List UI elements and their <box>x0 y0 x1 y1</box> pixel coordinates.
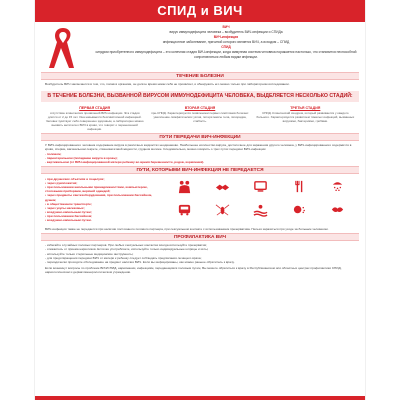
stage-2 <box>150 106 249 131</box>
list-item: - откажитесь от приема наркотиков. Если же употребляете, используйте только индивидуальные шприцы и иглы; <box>45 247 209 252</box>
stage-2-name: ВТОРАЯ СТАДИЯ <box>184 106 216 111</box>
stage-2-text: пре-СПИД. Характеризуется появлением первых симптомов болезни: увеличение лимфатических узлов, потеря массы тела, лихорадка, слабость. <box>151 111 249 124</box>
prevention-block <box>35 241 365 276</box>
stage-1-name: ПЕРВАЯ СТАДИЯ <box>79 106 111 111</box>
course-title: ТЕЧЕНИЕ БОЛЕЗНИ <box>41 72 359 80</box>
transmission-way-3: - вертикальном (от ВИЧ-инфицированной матери ребенку во время беременности, родов, кормления). <box>45 159 205 164</box>
prevention-note: Если возникнут вопросы по проблеме ВИЧ/СПИД, наркомании, инфекциям, передающимся половым путем, Вы можете обратиться к врачу в Республиканском или областных центрах профилактики СПИД, наркологическом и дерматовенерологическом учреждении. <box>45 266 342 275</box>
intro-def-infection: инфекционное заболевание, причиной которого является ВИЧ, а исходом – СПИД <box>162 39 290 44</box>
intro-def-hiv: вирус иммунодефицита человека – возбудитель ВИЧ-инфекции и СПИДа <box>169 29 283 34</box>
not-transmitted-list <box>45 177 163 222</box>
intro-block <box>35 22 365 72</box>
list-item: • в общественном транспорте; <box>45 201 92 206</box>
not-transmitted-note: ВИЧ-инфекция также не передается при наличии постоянного полового партнера, при сексуальном контакте с использованием презерватива. Нельзя заразиться при уходе за больным человеком. <box>45 227 329 232</box>
bus-icon <box>167 202 201 217</box>
not-transmitted-title: ПУТИ, КОТОРЫМИ ВИЧ-ИНФЕКЦИЯ НЕ ПЕРЕДАЕТСЯ <box>41 166 359 174</box>
list-item: - периодически проходите обследование на предмет наличия ВИЧ. Если вы инфицированы, как можно раньше обратитесь к врачу. <box>45 260 235 265</box>
transmission-block <box>35 141 365 166</box>
mosquito-icon <box>205 202 239 217</box>
list-item: • при пользовании бассейном; <box>45 213 93 218</box>
list-item: • при пользовании школьными принадлежностями, компьютером, <box>45 185 148 190</box>
list-item: - используйте только стерильные медицинские инструменты; <box>45 251 134 256</box>
transmission-way-1: - половом; <box>45 151 62 156</box>
stages-row <box>35 102 365 133</box>
list-item: - для предотвращения передачи ВИЧ от матери к ребенку следует соблюдать предписания лечащего врача; <box>45 255 202 260</box>
stage-1-text: отсутствие клинических проявлений ВИЧ-инфекции. Эта стадия длится от 2 до 15 лет. Она называется бессимптомной инфекцией. Человек чувствует себя совершенно здоровым, а лабораторно можно выявить антитела к ВИЧ в крови, что говорит о перенесенной инфекции. <box>45 111 144 132</box>
pool-icon <box>244 202 278 217</box>
stage-3-text: СПИД. Клинический синдром, который развивается у каждого больного. Характеризуется развитием тяжелых инфекций, вызванных вирусами, бактериями, грибами. <box>256 111 355 124</box>
intro-term-infection: ВИЧ-инфекция <box>213 35 239 40</box>
hug-icon <box>167 179 201 194</box>
stage-3 <box>256 106 355 131</box>
list-item: • через рукопожатия; <box>45 181 78 186</box>
list-item: • через предметы сантехоборудования, при пользовании бассейном, душем; <box>45 193 153 202</box>
intro-term-hiv: ВИЧ <box>222 25 230 29</box>
list-item: • воздушно-капельным путем; <box>45 209 92 214</box>
list-item: • при дружеских объятиях и поцелуях; <box>45 177 105 182</box>
transmission-text: У ВИЧ-инфицированного человека содержание вируса в различных жидкостях неодинаково. Наибольшее количество вируса, достаточное для заражения другого человека, у ВИЧ-инфицированного содержится в крови, сперме, вагинальном секрете, спинномозговой жидкости, грудном молоке. Следовательно, можно говорить о трех путях передачи ВИЧ-инфекции: <box>45 143 352 152</box>
list-item: - избегайте случайных половых партнеров. При любых сексуальных контактах всегда используйте презерватив; <box>45 243 207 248</box>
computer-icon <box>244 179 278 194</box>
icon-grid <box>167 177 355 222</box>
prevention-title: ПРОФИЛАКТИКА ВИЧ <box>41 233 359 241</box>
shower-icon <box>321 179 355 194</box>
stage-1 <box>45 106 144 131</box>
transmission-way-2: - парентеральном (попадание вируса в кровь); <box>45 155 118 160</box>
handshake-icon <box>205 179 239 194</box>
poster <box>34 0 366 400</box>
stage-3-name: ТРЕТЬЯ СТАДИЯ <box>290 106 321 111</box>
cutlery-icon <box>282 179 316 194</box>
course-text: Возбудитель ВИЧ заключается в том, что, попав в организм, он долгое время никак себя не проявляет, и обнаружить его можно только при лабораторном исследовании. <box>45 82 290 86</box>
list-item: • воздушно-капельным путем. <box>45 218 92 223</box>
red-ribbon-icon <box>43 24 83 70</box>
stages-title: В ТЕЧЕНИЕ БОЛЕЗНИ, ВЫЗВАННОЙ ВИРУСОМ ИММУНОДЕФИЦИТА ЧЕЛОВЕКА, ВЫДЕЛЯЕТСЯ НЕСКОЛЬКО СТАДИЙ: <box>41 91 359 102</box>
list-item: • через укусы насекомых; <box>45 205 85 210</box>
intro-term-aids: СПИД <box>221 45 231 50</box>
intro-def-aids: синдром приобретенного иммунодефицита – это конечная стадия ВИЧ-инфекции, когда иммунная система человека поражается настолько, что становится неспособной сопротивляться любым видам инфекции. <box>95 49 357 59</box>
kiss-icon <box>321 202 355 217</box>
list-item: столовыми приборами, верхней одеждой; <box>45 189 111 194</box>
transmission-title: ПУТИ ПЕРЕДАЧИ ВИЧ-ИНФЕКЦИИ <box>41 133 359 141</box>
page-title: СПИД и ВИЧ <box>35 0 365 22</box>
footer-bar <box>35 396 365 400</box>
cough-icon <box>282 202 316 217</box>
not-transmitted-block <box>35 174 365 225</box>
